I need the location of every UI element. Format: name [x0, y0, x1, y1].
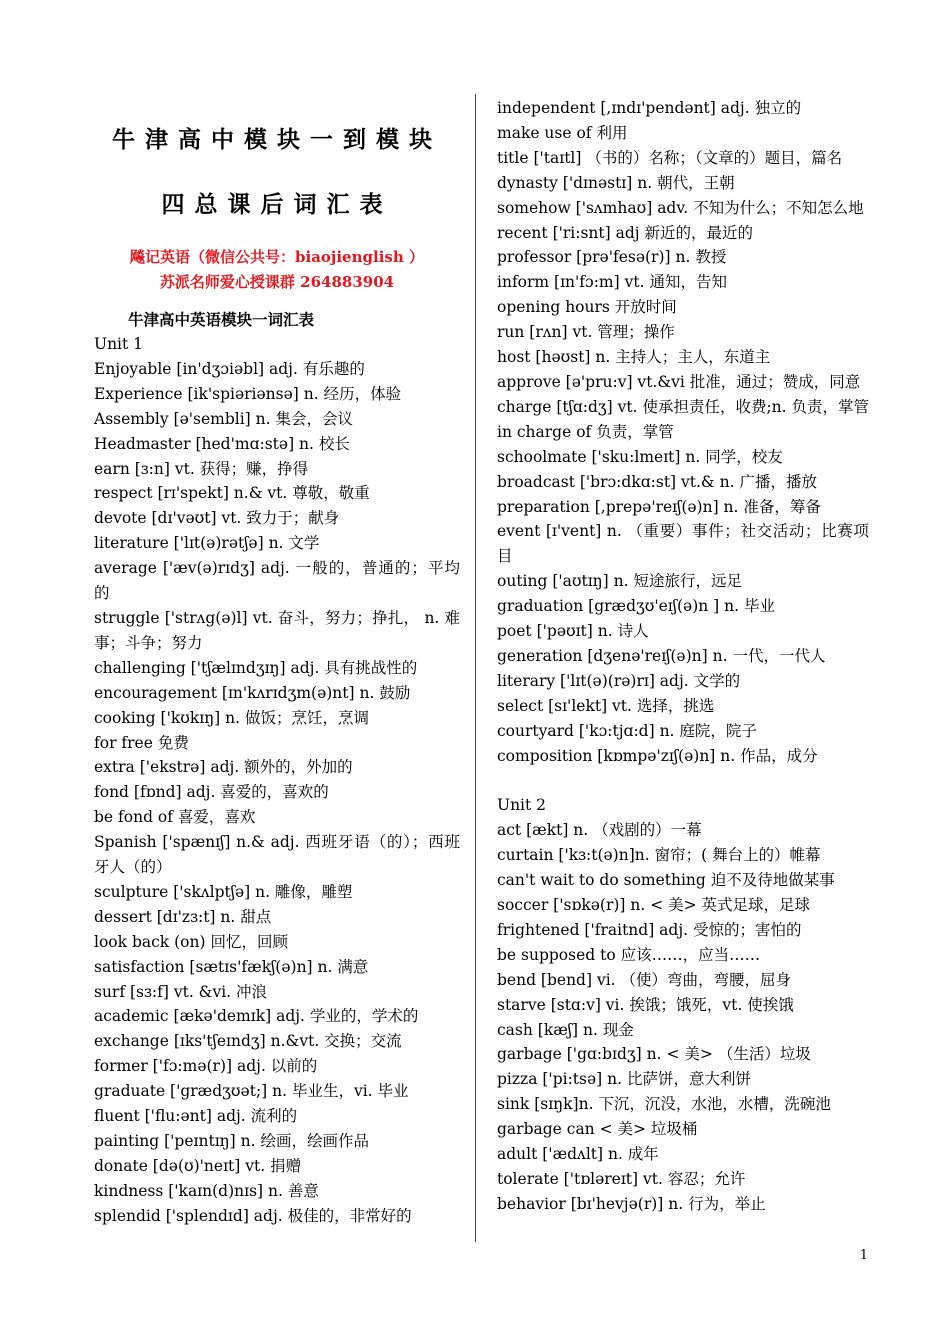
vocab-entry: Spanish ['spænɪʃ] n.& adj. 西班牙语（的）；西班牙人（的）	[94, 833, 460, 877]
section-title: 牛津高中英语模块一词汇表	[128, 310, 315, 329]
vocab-entry: garbage can < 美> 垃圾桶	[497, 1120, 698, 1139]
vocab-entry: donate [də(ʊ)'neɪt] vt. 捐赠	[94, 1156, 302, 1175]
vocab-entry: Headmaster [hed'mɑ:stə] n. 校长	[94, 434, 350, 453]
vocab-entry: devote [dɪ'vəʊt] vt. 致力于；献身	[94, 509, 340, 528]
document-title-line-1: 牛津高中模块一到模块	[112, 126, 442, 153]
vocab-entry: garbage ['gɑ:bɪdʒ] n. < 美> （生活）垃圾	[497, 1045, 811, 1064]
vocab-entry: starve [stɑ:v] vi. 挨饿；饿死，vt. 使挨饿	[497, 995, 794, 1014]
vocab-entry: graduate ['grædʒʊət;] n. 毕业生，vi. 毕业	[94, 1082, 409, 1101]
vocab-entry: satisfaction [sætɪs'fækʃ(ə)n] n. 满意	[94, 957, 369, 976]
vocab-entry: respect [rɪ'spekt] n.& vt. 尊敬，敬重	[94, 484, 370, 503]
vocab-entry: in charge of 负责，掌管	[497, 422, 674, 441]
vocab-entry: charge [tʃɑ:dʒ] vt. 使承担责任，收费;n. 负责，掌管	[497, 397, 870, 416]
vocab-entry: academic [ækə'demɪk] adj. 学业的，学术的	[94, 1007, 419, 1026]
vocab-entry: event [ɪ'vent] n. （重要）事件；社交活动；比赛项目	[497, 522, 869, 566]
vocab-entry: curtain ['kɜ:t(ə)n]n. 窗帘；( 舞台上的）帷幕	[497, 846, 821, 865]
vocab-entry: frightened ['fraitnd] adj. 受惊的；害怕的	[497, 920, 802, 939]
vocab-entry: tolerate ['tɒləreɪt] vt. 容忍；允许	[497, 1169, 746, 1188]
vocab-entry: Assembly [ə'sembli] n. 集会，会议	[94, 409, 353, 428]
column-divider	[475, 94, 476, 1242]
vocab-entry: bend [bend] vi. （使）弯曲，弯腰，屈身	[497, 970, 792, 989]
vocab-entry: former ['fɔ:mə(r)] adj. 以前的	[94, 1057, 318, 1076]
vocab-entry: dynasty ['dɪnəstɪ] n. 朝代，王朝	[497, 173, 735, 192]
vocab-entry: adult ['ædʌlt] n. 成年	[497, 1145, 659, 1164]
vocab-list-left	[94, 357, 460, 1229]
vocab-entry: painting ['peɪntɪŋ] n. 绘画，绘画作品	[94, 1132, 369, 1150]
vocab-entry: opening hours 开放时间	[497, 298, 677, 317]
promo-line-group: 苏派名师爱心授课群 264883904	[159, 273, 395, 291]
vocab-entry: average ['æv(ə)rɪdʒ] adj. 一般的，普通的；平均的	[94, 559, 460, 603]
vocab-entry: exchange [ɪks'tʃeɪndʒ] n.&vt. 交换；交流	[94, 1032, 402, 1051]
vocab-list-right-unit1	[497, 96, 869, 768]
vocab-entry: surf [sɜ:f] vt. &vi. 冲浪	[94, 982, 268, 1001]
vocab-entry: behavior [bɪ'hevjə(r)] n. 行为，举止	[497, 1194, 766, 1213]
vocab-entry: broadcast ['brɔ:dkɑ:st] vt.& n. 广播，播放	[497, 472, 817, 491]
vocab-entry: cooking ['kʊkɪŋ] n. 做饭；烹饪，烹调	[94, 708, 369, 727]
vocab-entry: be fond of 喜爱，喜欢	[94, 808, 256, 827]
vocab-entry: literary ['lɪt(ə)(rə)rɪ] adj. 文学的	[497, 671, 741, 690]
vocab-entry: encouragement [ɪn'kʌrɪdʒm(ə)nt] n. 鼓励	[94, 683, 411, 702]
vocab-entry: outing ['aʊtɪŋ] n. 短途旅行，远足	[497, 572, 742, 591]
page-number: 1	[859, 1248, 868, 1263]
vocab-entry: courtyard ['kɔ:tjɑ:d] n. 庭院，院子	[497, 721, 757, 740]
vocab-entry: generation [dʒenə'reɪʃ(ə)n] n. 一代，一代人	[497, 646, 826, 665]
vocab-entry: professor [prə'fesə(r)] n. 教授	[497, 248, 727, 267]
vocab-entry: sink [sɪŋk]n. 下沉，沉没，水池，水槽，洗碗池	[497, 1095, 831, 1114]
vocab-entry: host [həʊst] n. 主持人；主人，东道主	[497, 348, 771, 367]
vocab-entry: composition [kɒmpə'zɪʃ(ə)n] n. 作品，成分	[497, 746, 818, 765]
unit-heading: Unit 2	[497, 796, 547, 815]
vocab-entry: act [ækt] n. （戏剧的）一幕	[497, 821, 702, 840]
vocab-entry: poet ['pəʊɪt] n. 诗人	[497, 622, 649, 641]
vocab-entry: literature ['lɪt(ə)rətʃə] n. 文学	[94, 534, 320, 553]
vocab-entry: cash [kæʃ] n. 现金	[497, 1020, 634, 1039]
spacer	[497, 768, 869, 793]
vocab-entry: fluent ['flu:ənt] adj. 流利的	[94, 1107, 298, 1126]
vocab-entry: inform [ɪn'fɔ:m] vt. 通知，告知	[497, 273, 727, 292]
vocab-entry: struggle ['strʌg(ə)l] vt. 奋斗，努力；挣扎， n. 难事；斗争；努力	[94, 608, 460, 652]
vocab-entry: independent [,ɪndɪ'pendənt] adj. 独立的	[497, 99, 802, 117]
vocab-entry: soccer ['sɒkə(r)] n. < 美> 英式足球，足球	[497, 895, 811, 914]
vocab-entry: earn [ɜ:n] vt. 获得；赚，挣得	[94, 459, 309, 478]
vocab-entry: select [sɪ'lekt] vt. 选择，挑选	[497, 696, 715, 715]
vocab-entry: fond [fɒnd] adj. 喜爱的，喜欢的	[94, 783, 329, 802]
vocab-entry: extra ['ekstrə] adj. 额外的，外加的	[94, 758, 353, 777]
vocab-entry: schoolmate ['sku:lmeɪt] n. 同学，校友	[497, 447, 783, 466]
vocab-entry: title ['taɪtl] （书的）名称；（文章的）题目，篇名	[497, 148, 843, 167]
right-column	[497, 96, 869, 1217]
vocab-entry: pizza ['pi:tsə] n. 比萨饼，意大利饼	[497, 1070, 751, 1089]
vocab-list-right-unit2	[497, 818, 869, 1217]
vocab-entry: challenging ['tʃælɪndʒɪŋ] adj. 具有挑战性的	[94, 658, 418, 677]
vocab-entry: preparation [,prepə'reɪʃ(ə)n] n. 准备，筹备	[497, 497, 821, 516]
vocab-entry: approve [ə'pru:v] vt.&vi 批准，通过；赞成，同意	[497, 372, 861, 391]
vocab-entry: recent ['ri:snt] adj 新近的，最近的	[497, 223, 754, 242]
vocab-entry: run [rʌn] vt. 管理；操作	[497, 323, 675, 342]
vocab-entry: splendid ['splendɪd] adj. 极佳的，非常好的	[94, 1206, 412, 1225]
vocab-entry: graduation [grædʒʊ'eɪʃ(ə)n ] n. 毕业	[497, 597, 775, 616]
vocab-entry: can't wait to do something 迫不及待地做某事	[497, 871, 835, 890]
vocab-entry: for free 免费	[94, 733, 189, 752]
vocab-entry: sculpture ['skʌlptʃə] n. 雕像，雕塑	[94, 882, 353, 901]
vocab-entry: look back (on) 回忆，回顾	[94, 932, 288, 951]
document-title-line-2: 四总课后词汇表	[161, 191, 393, 218]
vocab-entry: somehow ['sʌmhaʊ] adv. 不知为什么；不知怎么地	[497, 198, 864, 217]
vocab-entry: Enjoyable [in'dʒɔiəbl] adj. 有乐趣的	[94, 359, 365, 378]
vocab-entry: make use of 利用	[497, 123, 628, 142]
left-column	[94, 124, 460, 1229]
vocab-entry: dessert [dɪ'zɜ:t] n. 甜点	[94, 907, 272, 926]
vocab-entry: be supposed to 应该……，应当……	[497, 945, 761, 964]
vocab-entry: Experience [ik'spiəriənsə] n. 经历，体验	[94, 384, 402, 403]
promo-line-wechat: 飚记英语（微信公共号：biaojienglish ）	[130, 248, 424, 266]
vocab-entry: kindness ['kaɪn(d)nɪs] n. 善意	[94, 1181, 319, 1200]
unit-heading: Unit 1	[94, 335, 144, 353]
